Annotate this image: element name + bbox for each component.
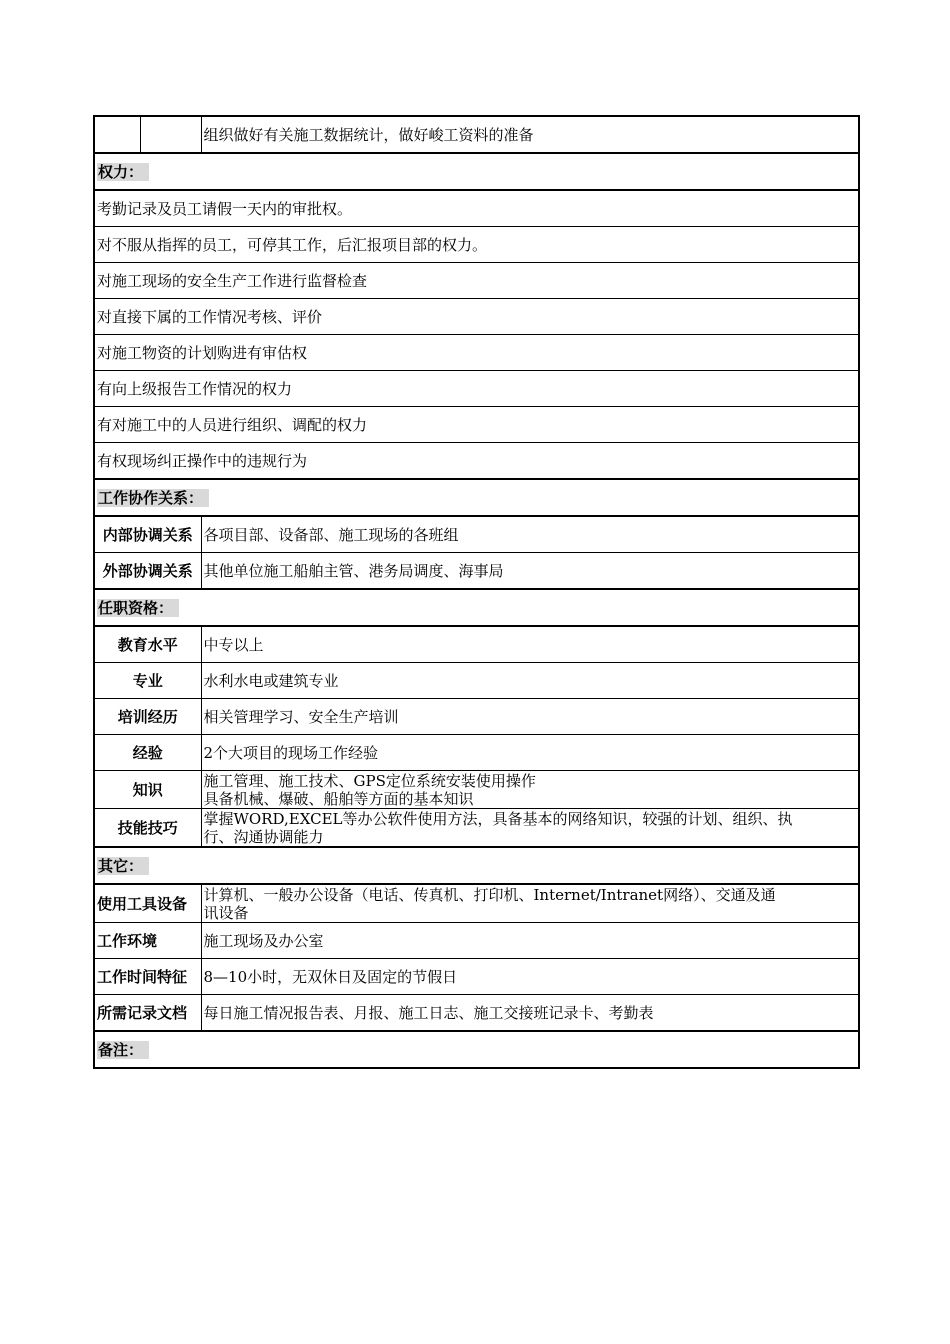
remarks-row <box>94 1031 859 1068</box>
major-label: 专业 <box>94 663 201 699</box>
other-header-row <box>94 847 859 884</box>
authority-item-text: 有对施工中的人员进行组织、调配的权力 <box>94 407 859 443</box>
authority-title: 权力： <box>97 163 149 181</box>
qualification-row <box>94 809 859 848</box>
task-empty-cell-2 <box>140 116 201 153</box>
skills-line: 行、沟通协调能力 <box>203 827 324 846</box>
experience-label: 经验 <box>94 735 201 771</box>
other-row <box>94 995 859 1032</box>
environment-value: 施工现场及办公室 <box>201 923 859 959</box>
records-label: 所需记录文档 <box>94 995 201 1032</box>
training-value: 相关管理学习、安全生产培训 <box>201 699 859 735</box>
knowledge-label: 知识 <box>94 771 201 809</box>
cooperation-title: 工作协作关系： <box>97 489 209 507</box>
authority-item <box>94 227 859 263</box>
experience-value: 2个大项目的现场工作经验 <box>201 735 859 771</box>
tools-line: 计算机、一般办公设备（电话、传真机、打印机、Internet/Intranet网络）、交通及通 <box>203 885 776 904</box>
qualification-header-row <box>94 589 859 626</box>
education-value: 中专以上 <box>201 626 859 663</box>
major-value: 水利水电或建筑专业 <box>201 663 859 699</box>
skills-line: 掌握WORD,EXCEL等办公软件使用方法，具备基本的网络知识，较强的计划、组织、执 <box>203 809 793 828</box>
other-row <box>94 884 859 923</box>
knowledge-line: 具备机械、爆破、船舶等方面的基本知识 <box>203 789 474 808</box>
cooperation-row <box>94 516 859 553</box>
knowledge-value <box>201 771 859 809</box>
internal-coordination-value: 各项目部、设备部、施工现场的各班组 <box>201 516 859 553</box>
other-title: 其它： <box>97 857 149 875</box>
authority-item <box>94 371 859 407</box>
authority-item-text: 考勤记录及员工请假一天内的审批权。 <box>94 190 859 227</box>
authority-item-text: 对不服从指挥的员工，可停其工作，后汇报项目部的权力。 <box>94 227 859 263</box>
work-hours-label: 工作时间特征 <box>94 959 201 995</box>
qualification-row <box>94 735 859 771</box>
environment-label: 工作环境 <box>94 923 201 959</box>
qualification-title: 任职资格： <box>97 599 179 617</box>
skills-value <box>201 809 859 848</box>
task-text: 组织做好有关施工数据统计，做好峻工资料的准备 <box>201 116 859 153</box>
remarks-title: 备注： <box>97 1041 149 1059</box>
qualification-row <box>94 699 859 735</box>
work-hours-value: 8—10小时，无双休日及固定的节假日 <box>201 959 859 995</box>
tools-label: 使用工具设备 <box>94 884 201 923</box>
qualification-row <box>94 626 859 663</box>
education-label: 教育水平 <box>94 626 201 663</box>
authority-item-text: 有向上级报告工作情况的权力 <box>94 371 859 407</box>
authority-item <box>94 443 859 480</box>
tools-value <box>201 884 859 923</box>
task-row <box>94 116 859 153</box>
authority-item-text: 对施工物资的计划购进有审估权 <box>94 335 859 371</box>
authority-header-row <box>94 153 859 190</box>
other-row <box>94 923 859 959</box>
external-coordination-label: 外部协调关系 <box>94 553 201 590</box>
other-row <box>94 959 859 995</box>
authority-item <box>94 299 859 335</box>
authority-item <box>94 407 859 443</box>
cooperation-header-row <box>94 479 859 516</box>
knowledge-line: 施工管理、施工技术、GPS定位系统安装使用操作 <box>203 771 536 790</box>
records-value: 每日施工情况报告表、月报、施工日志、施工交接班记录卡、考勤表 <box>201 995 859 1032</box>
qualification-row <box>94 771 859 809</box>
external-coordination-value: 其他单位施工船舶主管、港务局调度、海事局 <box>201 553 859 590</box>
authority-item <box>94 263 859 299</box>
internal-coordination-label: 内部协调关系 <box>94 516 201 553</box>
authority-item-text: 有权现场纠正操作中的违规行为 <box>94 443 859 480</box>
job-description-table <box>93 115 860 1069</box>
tools-line: 讯设备 <box>203 903 249 922</box>
skills-label: 技能技巧 <box>94 809 201 848</box>
qualification-row <box>94 663 859 699</box>
task-empty-cell-1 <box>94 116 140 153</box>
training-label: 培训经历 <box>94 699 201 735</box>
authority-item-text: 对施工现场的安全生产工作进行监督检查 <box>94 263 859 299</box>
authority-item <box>94 335 859 371</box>
cooperation-row <box>94 553 859 590</box>
job-description-sheet <box>93 115 858 1069</box>
authority-item <box>94 190 859 227</box>
authority-item-text: 对直接下属的工作情况考核、评价 <box>94 299 859 335</box>
